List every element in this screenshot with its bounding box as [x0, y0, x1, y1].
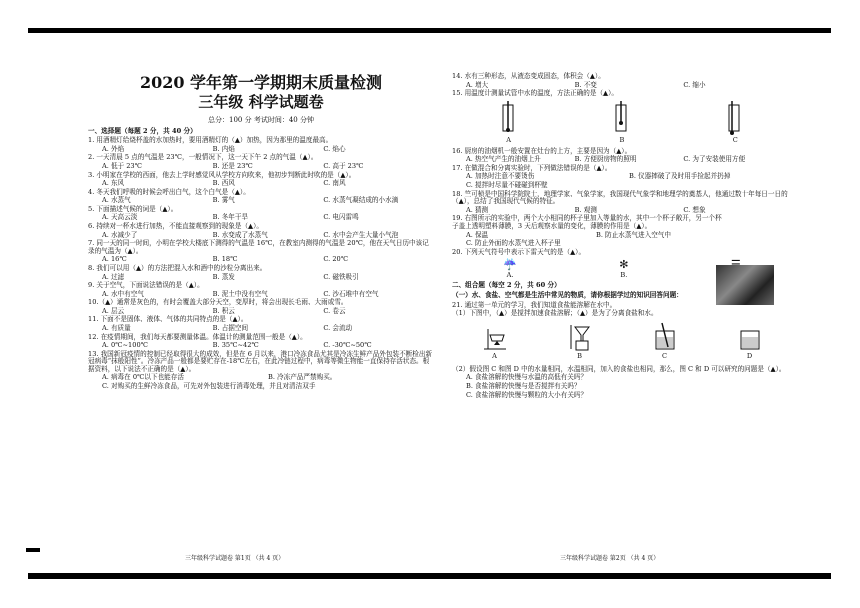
option: A. 保温	[466, 230, 489, 239]
figure-c	[650, 321, 680, 363]
options	[102, 180, 434, 188]
exam-page-1	[88, 74, 434, 392]
option: B. 冷冻产品严禁购买。	[268, 373, 337, 382]
question-18: 18. 竺可桢是中国科学院院士，地理学家、气象学家，我国现代气象学和地理学的奠基人，他通过数十年每日一日的（▲），总结了我国现代气候的特征。	[452, 189, 788, 206]
tube-thermometer-icon	[494, 101, 524, 135]
option: A. 有质量	[102, 323, 131, 332]
option: C. 卷云	[323, 306, 346, 315]
option: C. 会流动	[323, 323, 353, 332]
option: B. 防止水蒸气进入空气中	[596, 230, 671, 239]
options	[102, 274, 434, 282]
option: C. 高于 23℃	[323, 162, 364, 170]
filtering-setup-icon	[565, 321, 595, 351]
question-16: 16. 厨房的油烟机一般安置在灶台的上方，主要是因为（▲）。	[452, 146, 632, 155]
options	[102, 197, 434, 205]
option: A. 增大	[466, 80, 489, 89]
question-8: 8. 我们可以用（▲）的方法把混入水和酒中的沙粒分离出来。	[88, 263, 267, 272]
question-6: 6. 持续对一杯水进行加热，不能直接观察到的现象是（▲）。	[88, 222, 264, 231]
option: A. 天高云淡	[102, 213, 138, 222]
option: A. 水中有空气	[102, 289, 144, 298]
options	[102, 163, 434, 171]
option: A. 水减少了	[102, 230, 138, 239]
options	[102, 214, 434, 222]
stirring-beaker-icon	[650, 321, 680, 351]
question-4: 4. 冬天我们呼吸的时候会呼出白气，这个白气是（▲）。	[88, 187, 250, 196]
figure-label: B	[577, 352, 582, 361]
page-footer: 三年级科学试题卷 第1页 （共 4 页）	[185, 555, 285, 562]
option: B. 不变	[574, 80, 597, 89]
option: C. 搅拌时尽量不碰碰到杯壁	[466, 181, 548, 190]
thermometer-figure	[452, 101, 792, 145]
option: B. 内焰	[212, 144, 235, 153]
options	[102, 256, 434, 264]
exam-title: 2020 学年第一学期期末质量检测	[139, 73, 383, 92]
question-21-1: （1）下图中，（▲）是搅拌加速食盐溶解；（▲）是为了分离食盐和水。	[452, 309, 658, 318]
option: B. 35℃~42℃	[212, 341, 259, 350]
scan-mark	[26, 548, 40, 552]
exam-meta: 总分：100 分 考试时间：40 分钟	[208, 115, 314, 124]
evaporation-setup-icon	[480, 321, 510, 351]
figure-label: B.	[620, 270, 628, 279]
tube-thermometer-icon	[607, 101, 637, 135]
question-17: 17. 在做混合和分离实验时，下列做法错误的是（▲）。	[452, 163, 612, 172]
option: C. 想象	[683, 205, 706, 214]
option: C. 电闪雷鸣	[323, 213, 359, 222]
part-heading: （一）水、食盐、空气都是生活中常见的物质，请你根据学过的知识回答问题：	[452, 291, 683, 300]
option: B. 水变成了水蒸气	[212, 230, 268, 239]
salt-dissolving-figure	[452, 321, 792, 363]
option: C. 水蒸气凝结成的小水滴	[323, 196, 399, 205]
option: C. 南风	[323, 179, 346, 188]
snowflake-icon: ✻	[619, 258, 629, 272]
option: C. 为了安装使用方便	[683, 155, 746, 164]
option: B. 积云	[212, 306, 235, 315]
option: C. 缩小	[683, 80, 706, 89]
option: A. 层云	[102, 306, 125, 315]
question-2: 2. 一天清晨 5 点的气温是 23℃，一般情况下，这一天下午 2 点的气温（▲）。	[88, 153, 318, 162]
option: A. 低于 23℃	[102, 162, 143, 170]
option: B. 仪器摔破了及时用手捡起并扔掉	[629, 172, 731, 181]
figure-d	[735, 321, 765, 363]
question-21-2: （2）假设图 C 和图 D 中的水量相同，水温相同，加入的食盐也相同，那么，图 C 和 D 可以研究的问题是（▲）。	[452, 364, 786, 373]
figure-b	[607, 101, 637, 145]
option: B. 西风	[212, 179, 235, 188]
option: C. 20℃	[323, 255, 349, 264]
section-heading: 一、选择题（每题 2 分，共 40 分）	[88, 126, 197, 135]
figure-label: C	[661, 352, 668, 361]
question-7: 7. 同一天的同一时间，小明在学校大楼底下测得的气温是 16℃，在教室内测得的气温是 20℃，他在天气日历中该记录的气温为（▲）。	[88, 239, 429, 255]
beaker-icon	[735, 321, 765, 351]
symbol-a	[503, 259, 517, 279]
option: C. 水中会产生大量小气泡	[323, 230, 399, 239]
exam-page-2	[452, 72, 792, 400]
question-3: 3. 小明家在学校的西面，他去上学时感觉风从学校方向吹来，他初步判断此时吹的是（▲）。	[88, 170, 356, 179]
figure-label: B	[619, 136, 625, 145]
option: B. 蒸发	[212, 272, 235, 281]
figure-a	[480, 321, 510, 363]
question-14: 14. 水有三种形态，从液态变成固态，体积会（▲）。	[452, 72, 605, 80]
scan-border-bottom	[28, 573, 831, 579]
rain-cloud-icon: ☔	[503, 258, 517, 272]
option: A. 16℃	[102, 255, 127, 264]
option: A. 猜测	[466, 205, 489, 214]
scan-border-top	[28, 28, 831, 33]
option: A. 加热时注意不要烫伤	[466, 172, 535, 181]
option: A. 东风	[102, 179, 125, 188]
options	[102, 325, 434, 333]
option: A. 热空气产生的油烟上升	[466, 155, 541, 164]
option: C. 磁铁吸引	[323, 272, 359, 281]
question-9: 9. 关于空气，下面说法错误的是（▲）。	[88, 281, 204, 290]
option: B. 食盐溶解的快慢与是否搅拌有关吗？	[466, 381, 581, 390]
option: B. 冬年干旱	[212, 213, 249, 222]
question-12: 12. 在疫情期间，我们每天都要测量体温。体温计的测量范围一般是（▲）。	[88, 332, 307, 341]
question-1: 1. 用酒精灯给烧杯盖的水加热时，要用酒精灯的（▲）加热，因为那里的温度最高。	[88, 136, 333, 145]
option: B. 还是 23℃	[212, 162, 253, 170]
option: B. 泥土中没有空气	[212, 289, 268, 298]
question-20: 20. 下列天气符号中表示下雷天气的是（▲）。	[452, 247, 586, 256]
figure-label: C	[732, 136, 738, 145]
section-heading: 二、组合题（每空 2 分，共 60 分）	[452, 281, 561, 290]
options	[102, 342, 434, 350]
evaporation-experiment-photo	[716, 265, 774, 305]
option: A. 过滤	[102, 272, 125, 281]
option: B. 占据空间	[212, 323, 249, 332]
option: C. 食盐溶解的快慢与颗粒的大小有关吗？	[466, 390, 588, 399]
option: B. 雾气	[212, 196, 235, 205]
option: B. 18℃	[212, 255, 238, 264]
page-footer: 三年级科学试题卷 第2页 （共 4 页）	[560, 555, 660, 562]
option: C. 对购买的生鲜冷冻食品，可先对外包装进行消毒处理，并且对清洁双手	[102, 382, 316, 391]
option: A. 外焰	[102, 144, 125, 153]
option: C. 防止外面的水蒸气进入杯子里	[466, 239, 561, 248]
options	[466, 173, 792, 181]
option: A. 病毒在 0℃以下也能存活	[102, 373, 184, 382]
option: A. 0℃~100℃	[102, 341, 149, 350]
option: A. 食盐溶解的快慢与水温的高低有关吗？	[466, 373, 588, 382]
question-10: 10.（▲）通常是灰色的，有时会覆盖大部分天空，变厚时，将会出现长毛雨、大雨或雪。	[88, 298, 348, 307]
figure-label: A.	[506, 270, 514, 279]
figure-label: A	[492, 352, 497, 361]
question-11: 11. 下面不是固体、液体、气体的共同特点的是（▲）。	[88, 315, 248, 324]
option: B. 方便厨房物的照明	[574, 155, 637, 164]
question-13: 13. 我国新冠疫情的控制已经取得很大的成效，但是在 6 月以来，港口冷冻食品尤其是冷冻生鲜产品外包装不断检出新冠病毒“抹般阳性”。冷冻产品一般都是要贮存在-18℃左右，在此冷链过程中，病毒等微生物能一直保持存活状态。根据资料，以下说法不正确的是（▲）。	[88, 349, 433, 373]
option: C. 沙石堆中有空气	[323, 289, 379, 298]
option: C. 焰心	[323, 144, 346, 153]
symbol-b	[619, 259, 628, 279]
exam-subtitle: 三年级 科学试题卷	[198, 93, 324, 112]
options	[466, 156, 792, 164]
options	[102, 374, 434, 382]
figure-c	[720, 101, 750, 145]
option: C. -30℃~50℃	[323, 341, 372, 350]
tube-thermometer-icon	[720, 101, 750, 135]
question-5: 5. 下面描述气候的词是（▲）。	[88, 204, 178, 213]
figure-label: A	[506, 136, 512, 145]
question-21: 21. 通过第一单元的学习，我们知道食盐能溶解在水中。	[452, 300, 617, 309]
figure-b	[565, 321, 595, 363]
question-15: 15. 用温度计测量试管中水的温度，方法正确的是（▲）。	[452, 89, 619, 98]
option: B. 观测	[574, 205, 597, 214]
figure-label: D	[746, 352, 753, 361]
question-19: 19. 右图所示的实验中，两个大小相同的杯子里加入等量的水，其中一个杯子敞开，另一个杯子盖上透明塑料薄膜，3 天后观察水量的变化，薄膜的作用是（▲）。	[452, 214, 722, 230]
options	[466, 232, 726, 240]
option: A. 水蒸气	[102, 196, 131, 205]
figure-a	[494, 101, 524, 145]
